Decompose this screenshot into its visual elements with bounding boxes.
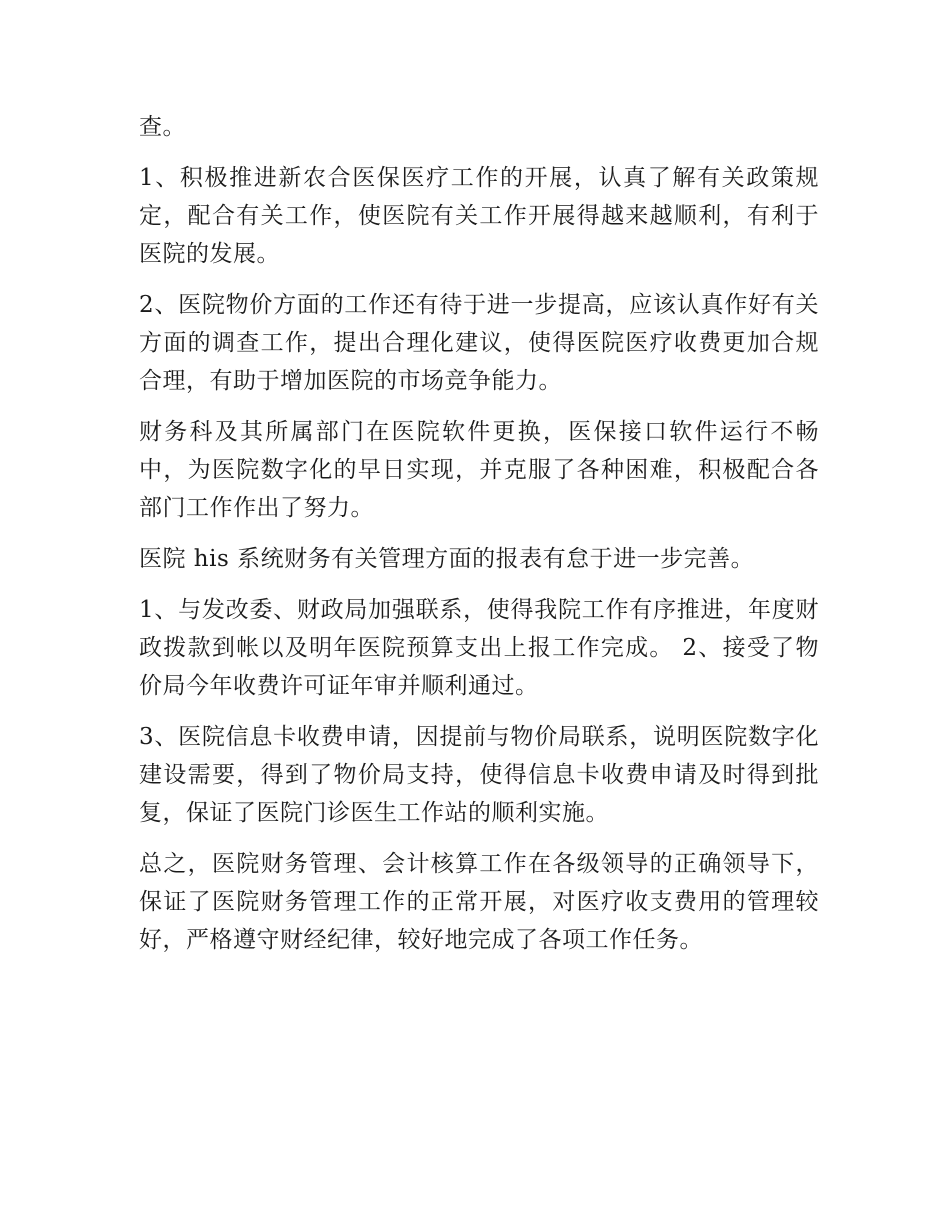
- paragraph-item-3: 3、医院信息卡收费申请，因提前与物价局联系，说明医院数字化建设需要，得到了物价局支持，使得信息卡收费申请及时得到批复，保证了医院门诊医生工作站的顺利实施。: [139, 724, 819, 826]
- paragraph-item-1: 1、积极推进新农合医保医疗工作的开展，认真了解有关政策规定，配合有关工作，使医院有关工作开展得越来越顺利，有利于医院的发展。: [139, 165, 819, 267]
- paragraph-summary: 总之，医院财务管理、会计核算工作在各级领导的正确领导下，保证了医院财务管理工作的正常开展，对医疗收支费用的管理较好，严格遵守财经纪律，较好地完成了各项工作任务。: [139, 851, 819, 953]
- paragraph-item-1-2: 1、与发改委、财政局加强联系，使得我院工作有序推进，年度财政拨款到帐以及明年医院预算支出上报工作完成。 2、接受了物价局今年收费许可证年审并顺利通过。: [139, 597, 819, 699]
- paragraph-item-2: 2、医院物价方面的工作还有待于进一步提高，应该认真作好有关方面的调查工作，提出合理化建议，使得医院医疗收费更加合规合理，有助于增加医院的市场竞争能力。: [139, 292, 819, 394]
- paragraph-finance-dept: 财务科及其所属部门在医院软件更换，医保接口软件运行不畅中，为医院数字化的早日实现，并克服了各种困难，积极配合各部门工作作出了努力。: [139, 419, 819, 521]
- paragraph-continuation: 查。: [139, 114, 186, 140]
- paragraph-his-system: 医院 his 系统财务有关管理方面的报表有怠于进一步完善。: [139, 546, 755, 572]
- document-body: [139, 108, 819, 972]
